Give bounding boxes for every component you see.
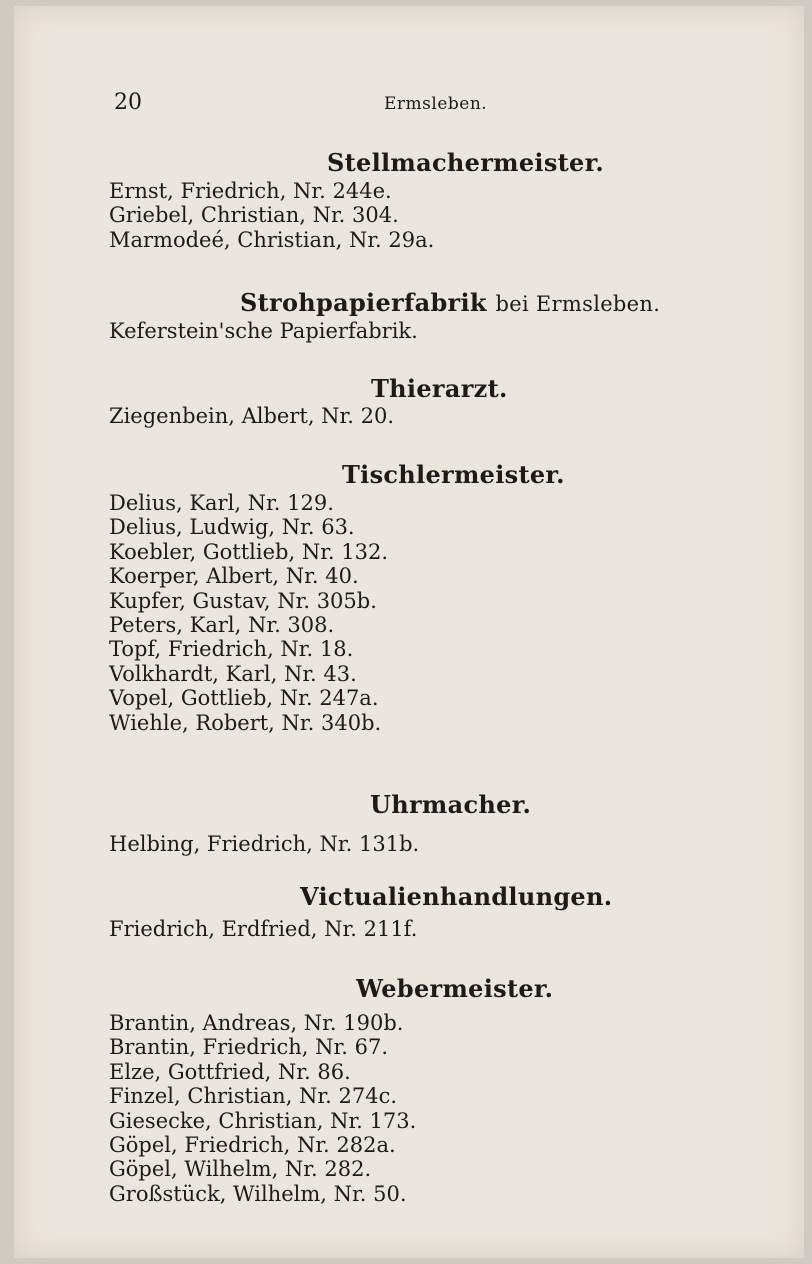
list-item: Koerper, Albert, Nr. 40. — [109, 564, 359, 589]
section-title-strohpapierfabrik-suffix: bei Ermsleben. — [495, 292, 661, 316]
list-item: Griebel, Christian, Nr. 304. — [109, 203, 399, 228]
running-head: Ermsleben. — [384, 94, 488, 114]
list-item: Friedrich, Erdfried, Nr. 211f. — [109, 917, 418, 941]
section-title-strohpapierfabrik-main: Strohpapierfabrik — [240, 288, 487, 317]
list-item: Koebler, Gottlieb, Nr. 132. — [109, 539, 389, 564]
list-item: Delius, Ludwig, Nr. 63. — [109, 515, 355, 540]
section-list-thierarzt — [109, 404, 394, 428]
section-list-webermeister — [109, 1011, 416, 1206]
list-item: Ernst, Friedrich, Nr. 244e. — [109, 179, 392, 203]
list-item: Finzel, Christian, Nr. 274c. — [109, 1084, 398, 1109]
list-item: Kupfer, Gustav, Nr. 305b. — [109, 588, 377, 613]
section-list-uhrmacher — [109, 832, 419, 856]
list-item: Peters, Karl, Nr. 308. — [109, 612, 335, 637]
list-item: Topf, Friedrich, Nr. 18. — [109, 637, 354, 662]
list-item: Giesecke, Christian, Nr. 173. — [109, 1108, 417, 1133]
list-item: Brantin, Andreas, Nr. 190b. — [109, 1011, 404, 1035]
section-title-stellmachermeister: Stellmachermeister. — [327, 148, 604, 177]
section-title-webermeister: Webermeister. — [356, 974, 554, 1003]
list-item: Marmodeé, Christian, Nr. 29a. — [109, 227, 435, 252]
page-header — [14, 90, 804, 120]
list-item: Keferstein'sche Papierfabrik. — [109, 319, 418, 343]
list-item: Delius, Karl, Nr. 129. — [109, 491, 334, 515]
list-item: Volkhardt, Karl, Nr. 43. — [109, 661, 357, 686]
book-page — [14, 6, 804, 1258]
list-item: Wiehle, Robert, Nr. 340b. — [109, 710, 382, 735]
section-title-tischlermeister: Tischlermeister. — [342, 460, 565, 489]
list-item: Helbing, Friedrich, Nr. 131b. — [109, 832, 420, 856]
list-item: Göpel, Wilhelm, Nr. 282. — [109, 1157, 372, 1182]
section-list-victualienhandlungen — [109, 917, 417, 941]
list-item: Vopel, Gottlieb, Nr. 247a. — [109, 686, 379, 711]
page-number: 20 — [114, 90, 142, 115]
list-item: Ziegenbein, Albert, Nr. 20. — [109, 404, 395, 428]
section-list-tischlermeister — [109, 491, 388, 735]
list-item: Brantin, Friedrich, Nr. 67. — [109, 1035, 388, 1060]
section-title-victualienhandlungen: Victualienhandlungen. — [300, 882, 613, 911]
section-list-strohpapierfabrik — [109, 319, 418, 343]
section-title-uhrmacher: Uhrmacher. — [370, 790, 532, 819]
section-title-strohpapierfabrik — [240, 288, 660, 317]
section-title-thierarzt: Thierarzt. — [371, 374, 508, 403]
section-list-stellmachermeister — [109, 179, 434, 252]
list-item: Göpel, Friedrich, Nr. 282a. — [109, 1132, 396, 1157]
list-item: Großstück, Wilhelm, Nr. 50. — [109, 1181, 407, 1206]
list-item: Elze, Gottfried, Nr. 86. — [109, 1059, 351, 1084]
